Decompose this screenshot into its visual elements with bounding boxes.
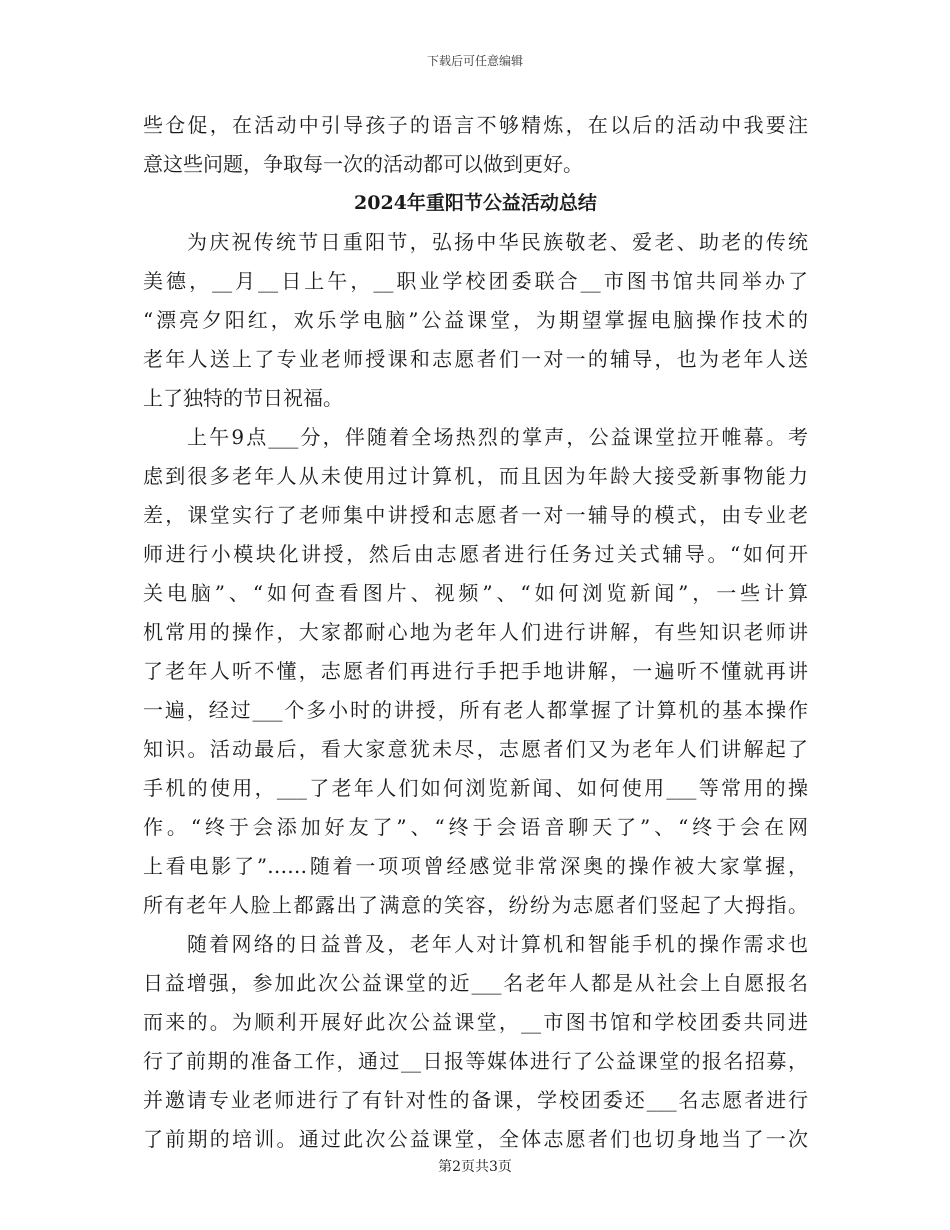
paragraph-line: 机常用的操作，大家都耐心地为老年人们进行讲解，有些知识老师讲 <box>143 620 808 644</box>
paragraph-line: 一遍，经过___个多小时的讲授，所有老人都掌握了计算机的基本操作 <box>143 698 808 722</box>
paragraph-line: 差，课堂实行了老师集中讲授和志愿者一对一辅导的模式，由专业老 <box>143 503 808 527</box>
paragraph-line: 作。“终于会添加好友了”、“终于会语音聊天了”、“终于会在网 <box>143 815 808 839</box>
paragraph-line: 而来的。为顺利开展好此次公益课堂，__市图书馆和学校团委共同进 <box>143 1010 808 1034</box>
paragraph-line: 上看电影了”……随着一项项曾经感觉非常深奥的操作被大家掌握， <box>143 854 808 878</box>
paragraph-line: 随着网络的日益普及，老年人对计算机和智能手机的操作需求也 <box>187 932 808 956</box>
paragraph-line: 老年人送上了专业老师授课和志愿者们一对一的辅导，也为老年人送 <box>143 347 808 371</box>
paragraph-2 <box>143 418 808 925</box>
paragraph-line: 了老年人听不懂，志愿者们再进行手把手地讲解，一遍听不懂就再讲 <box>143 659 808 683</box>
paragraph-line: 师进行小模块化讲授，然后由志愿者进行任务过关式辅导。“如何开 <box>143 542 808 566</box>
paragraph-line: 上了独特的节日祝福。 <box>143 386 343 410</box>
paragraph-line: 并邀请专业老师进行了有针对性的备课，学校团委还___名志愿者进行 <box>143 1088 808 1112</box>
page-number: 第2页共3页 <box>438 1159 512 1175</box>
paragraph-line: 所有老年人脸上都露出了满意的笑容，纷纷为志愿者们竖起了大拇指。 <box>143 893 808 917</box>
paragraph-line: 日益增强，参加此次公益课堂的近___名老年人都是从社会上自愿报名 <box>143 971 808 995</box>
intro-line-2: 意这些问题，争取每一次的活动都可以做到更好。 <box>143 152 583 176</box>
paragraph-3 <box>143 925 808 1159</box>
article-title: 2024年重阳节公益活动总结 <box>354 192 597 214</box>
paragraph-line: 美德，__月__日上午，__职业学校团委联合__市图书馆共同举办了 <box>143 269 808 293</box>
paragraph-line: “漂亮夕阳红，欢乐学电脑”公益课堂，为期望掌握电脑操作技术的 <box>143 308 808 332</box>
intro-line-1: 些仓促，在活动中引导孩子的语言不够精炼，在以后的活动中我要注 <box>143 113 808 137</box>
paragraph-line: 了前期的培训。通过此次公益课堂，全体志愿者们也切身地当了一次 <box>143 1127 808 1151</box>
paragraph-1 <box>143 223 808 418</box>
paragraph-line: 行了前期的准备工作，通过__日报等媒体进行了公益课堂的报名招募， <box>143 1049 808 1073</box>
paragraph-line: 为庆祝传统节日重阳节，弘扬中华民族敬老、爱老、助老的传统 <box>187 230 808 254</box>
paragraph-line: 知识。活动最后，看大家意犹未尽，志愿者们又为老年人们讲解起了 <box>143 737 808 761</box>
paragraph-line: 关电脑”、“如何查看图片、视频”、“如何浏览新闻”，一些计算 <box>143 581 808 605</box>
paragraph-line: 上午9点___分，伴随着全场热烈的掌声，公益课堂拉开帷幕。考 <box>187 425 808 449</box>
page-header-note: 下载后可任意编辑 <box>426 54 523 68</box>
paragraph-line: 手机的使用，___了老年人们如何浏览新闻、如何使用___等常用的操 <box>143 776 808 800</box>
document-body <box>143 106 808 1159</box>
paragraph-line: 虑到很多老年人从未使用过计算机，而且因为年龄大接受新事物能力 <box>143 464 808 488</box>
